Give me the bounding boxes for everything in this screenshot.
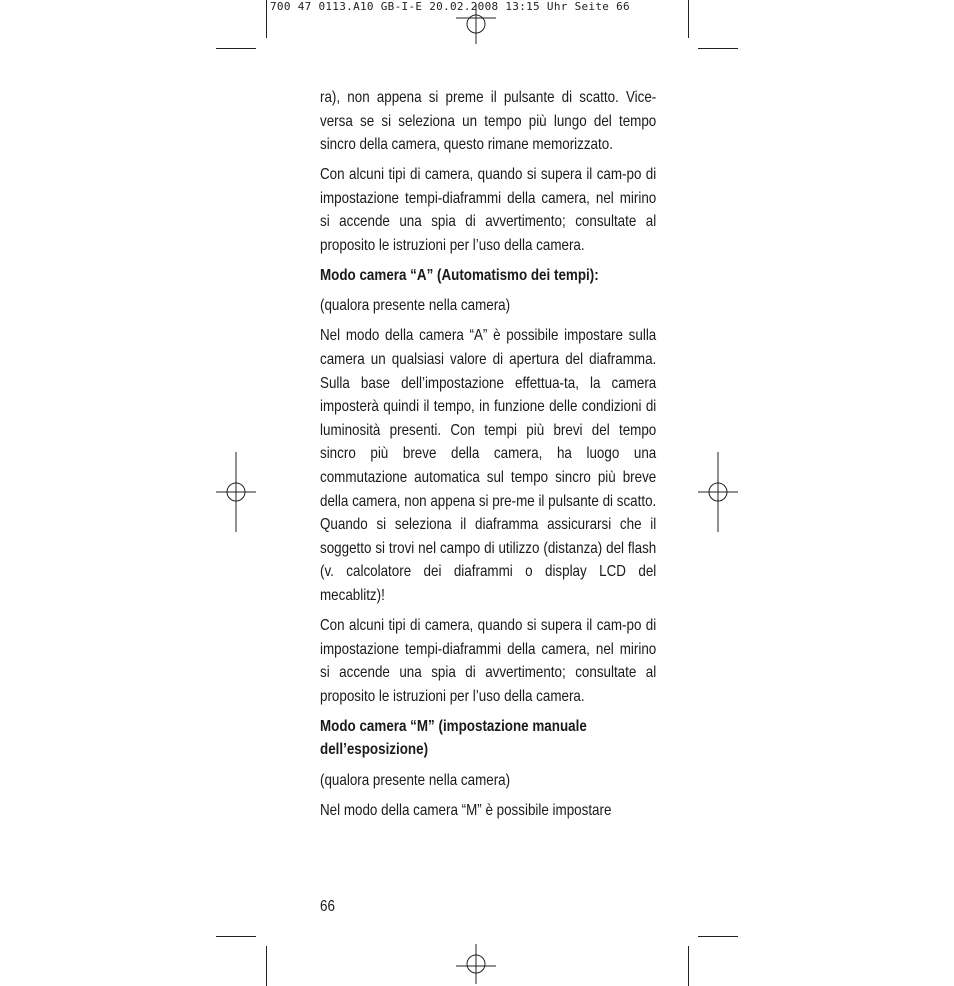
paragraph: ra), non appena si preme il pulsante di scatto. Vice-versa se si seleziona un tempo più lungo del tempo sincro della camera, questo rimane memorizzato. [320,89,657,154]
crop-mark [688,0,689,38]
paragraph: Nel modo della camera “A” è possibile impostare sulla camera un qualsiasi valore di apertura del diaframma. Sulla base dell’impostazione effettua-ta, la camera imposterà quindi il tempo, in funzione delle condizioni di luminosità presenti. Con tempi più brevi del tempo sincro più breve della camera, ha luogo una commutazione automatica sul tempo sincro più breve della camera, non appena si pre-me il pulsante di scatto. Quando si seleziona il diaframma assicurarsi che il soggetto si trovi nel campo di utilizzo (distanza) del flash (v. calcolatore dei diaframmi o display LCD del mecablitz)! [320,327,657,604]
registration-mark-icon [456,944,496,984]
page-number: 66 [320,898,335,915]
crop-mark [216,936,256,937]
registration-mark-icon [456,4,496,44]
paragraph: (qualora presente nella camera) [320,297,511,315]
crop-mark [216,48,256,49]
registration-mark-icon [698,452,738,532]
paragraph: Con alcuni tipi di camera, quando si supera il cam-po di impostazione tempi-diaframmi della camera, nel mirino si accende una spia di avvertimento; consultate al proposito le istruzioni per l’uso della camera. [320,166,657,255]
paragraph: Con alcuni tipi di camera, quando si supera il cam-po di impostazione tempi-diaframmi della camera, nel mirino si accende una spia di avvertimento; consultate al proposito le istruzioni per l’uso della camera. [320,616,657,705]
print-slug-line: 700 47 0113.A10 GB-I-E 20.02.2008 13:15 Uhr Seite 66 [270,0,630,13]
crop-mark [698,48,738,49]
crop-mark [698,936,738,937]
crop-mark [266,0,267,38]
page-body [320,86,656,829]
registration-mark-icon [216,452,256,532]
crop-mark [688,946,689,986]
section-heading: Modo camera “M” (impostazione manuale dell’esposizione) [320,717,587,759]
section-heading: Modo camera “A” (Automatismo dei tempi): [320,267,599,285]
crop-mark [266,946,267,986]
paragraph: (qualora presente nella camera) [320,771,511,789]
paragraph: Nel modo della camera “M” è possibile impostare [320,801,612,819]
